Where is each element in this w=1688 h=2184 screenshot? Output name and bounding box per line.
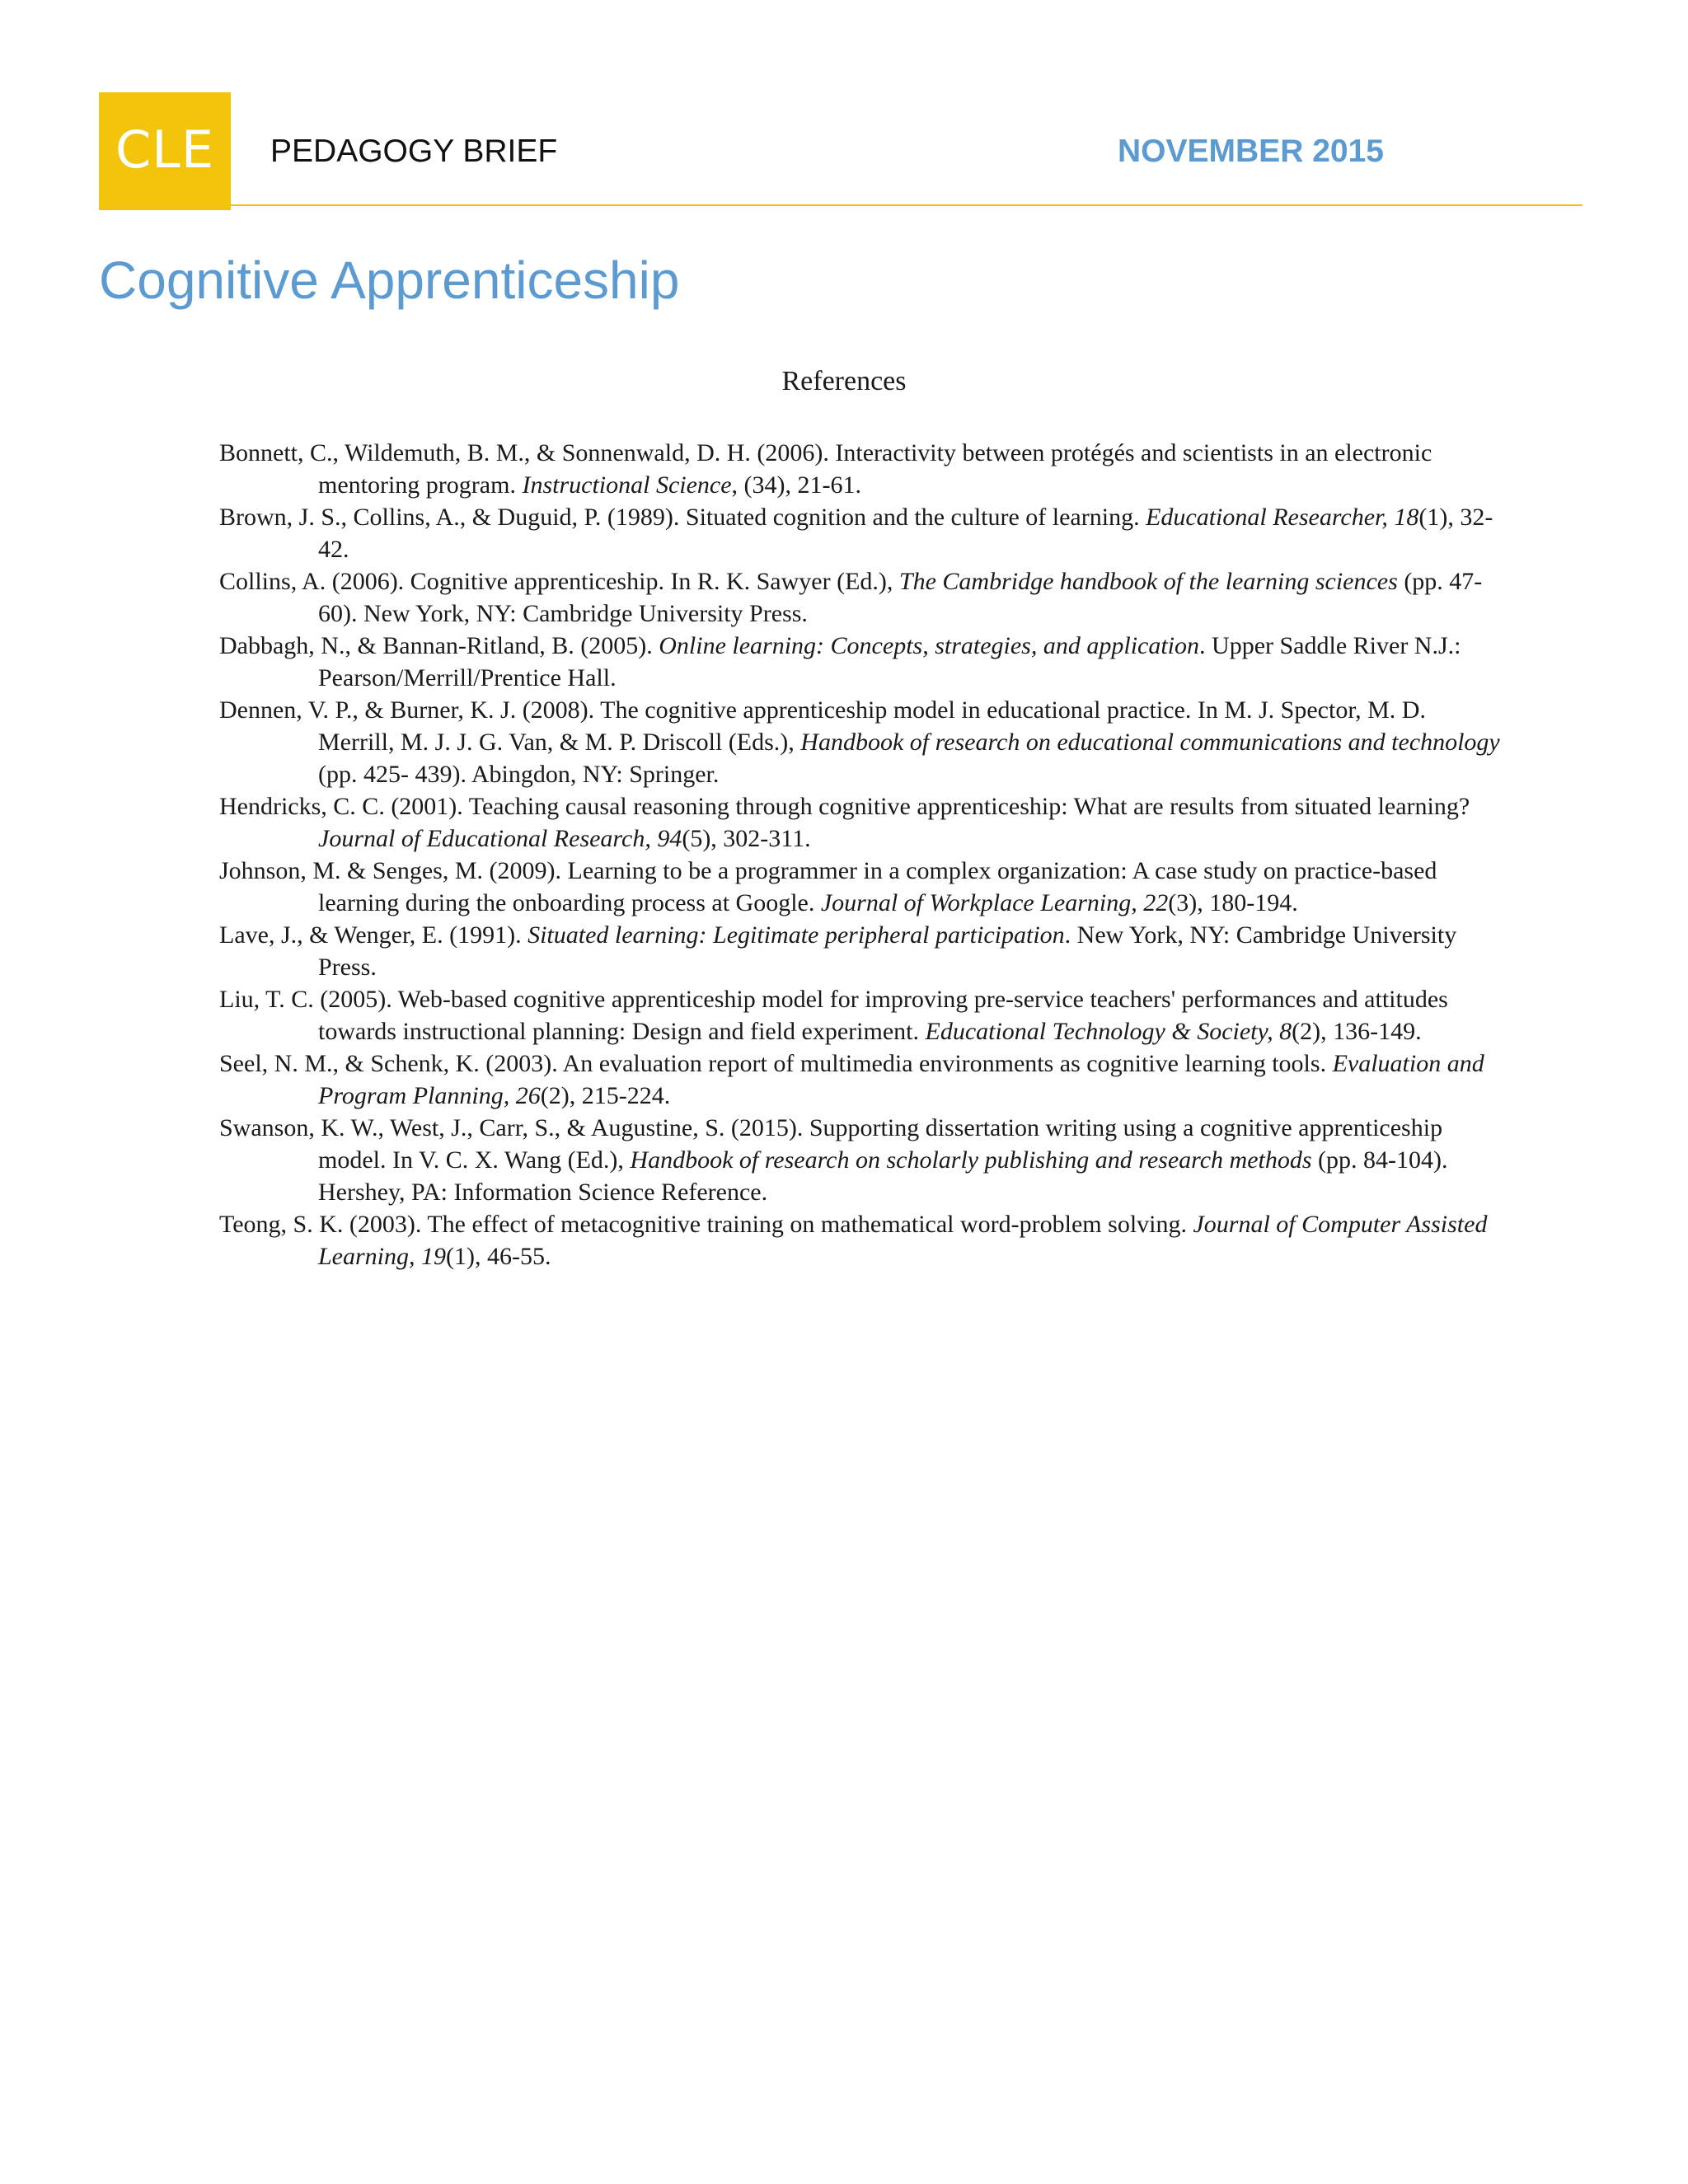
reference-details: (2), 215-224. [540, 1082, 671, 1109]
cle-logo [99, 92, 231, 210]
reference-item [219, 919, 1505, 983]
issue-date: NOVEMBER 2015 [1118, 134, 1384, 169]
reference-item [219, 1208, 1505, 1272]
page-title: Cognitive Apprenticeship [99, 251, 680, 310]
reference-text: Hendricks, C. C. (2001). Teaching causal reasoning through cognitive apprenticeship: What are results from situated learning? [219, 793, 1470, 820]
reference-item [219, 565, 1505, 630]
reference-source: Handbook of research on scholarly publishing and research methods [630, 1146, 1312, 1174]
reference-details: (1), 32- 42. [318, 504, 1493, 563]
reference-item [219, 983, 1505, 1047]
reference-text: Bonnett, C., Wildemuth, B. M., & Sonnenwald, D. H. (2006). Interactivity between protégés and scientists in an electronic mentoring program. [219, 439, 1432, 499]
reference-details: (5), 302-311. [682, 825, 811, 852]
brief-label: PEDAGOGY BRIEF [270, 134, 558, 169]
reference-details: (pp. 84-104). Hershey, PA: Information Science Reference. [318, 1146, 1448, 1206]
reference-text: Teong, S. K. (2003). The effect of metacognitive training on mathematical word-problem solving. [219, 1211, 1193, 1238]
reference-item [219, 790, 1505, 855]
reference-text: Johnson, M. & Senges, M. (2009). Learning to be a programmer in a complex organization: A case study on practice-based learning during the onboarding process at Google. [219, 857, 1437, 916]
reference-text: Swanson, K. W., West, J., Carr, S., & Augustine, S. (2015). Supporting dissertation writing using a cognitive apprenticeship model. In V. C. X. Wang (Ed.), [219, 1114, 1443, 1174]
reference-source: Online learning: Concepts, strategies, and application [659, 632, 1200, 659]
reference-source: Handbook of research on educational communications and technology [800, 729, 1500, 756]
cle-logo-text: CLE [115, 119, 214, 180]
reference-item [219, 437, 1505, 501]
reference-source: Educational Researcher, 18 [1146, 504, 1419, 531]
reference-details: . New York, NY: Cambridge University Press. [318, 921, 1457, 981]
reference-text: Dennen, V. P., & Burner, K. J. (2008). The cognitive apprenticeship model in educational practice. In M. J. Spector, M. D. Merrill, M. J. J. G. Van, & M. P. Driscoll (Eds.), [219, 696, 1426, 756]
reference-item [219, 501, 1505, 565]
reference-details: (3), 180-194. [1168, 889, 1298, 916]
reference-source: Journal of Educational Research, 94 [318, 825, 682, 852]
references-heading: References [781, 366, 907, 396]
reference-text: Dabbagh, N., & Bannan-Ritland, B. (2005). [219, 632, 659, 659]
reference-item [219, 855, 1505, 919]
references-list [219, 437, 1505, 1272]
reference-source: Situated learning: Legitimate peripheral participation [528, 921, 1065, 949]
reference-source: Instructional Science [522, 471, 732, 499]
reference-source: Evaluation and Program Planning, 26 [318, 1050, 1484, 1109]
header-divider [231, 204, 1582, 206]
reference-details: (2), 136-149. [1292, 1018, 1422, 1045]
reference-details: (pp. 47- 60). New York, NY: Cambridge University Press. [318, 568, 1483, 627]
reference-source: The Cambridge handbook of the learning sciences [898, 568, 1398, 595]
reference-source: Journal of Computer Assisted Learning, 19 [318, 1211, 1488, 1270]
reference-item [219, 1047, 1505, 1112]
reference-item [219, 1112, 1505, 1208]
reference-details: , (34), 21-61. [731, 471, 862, 499]
reference-details: (pp. 425- 439). Abingdon, NY: Springer. [318, 761, 720, 788]
reference-text: Liu, T. C. (2005). Web-based cognitive apprenticeship model for improving pre-service teachers' performances and attitudes towards instructional planning: Design and field experiment. [219, 986, 1448, 1045]
reference-source: Journal of Workplace Learning, 22 [820, 889, 1169, 916]
reference-item [219, 630, 1505, 694]
reference-details: (1), 46-55. [446, 1243, 551, 1270]
reference-text: Collins, A. (2006). Cognitive apprenticeship. In R. K. Sawyer (Ed.), [219, 568, 899, 595]
reference-text: Brown, J. S., Collins, A., & Duguid, P. (1989). Situated cognition and the culture of learning. [219, 504, 1146, 531]
reference-item [219, 694, 1505, 790]
reference-details: . Upper Saddle River N.J.: Pearson/Merrill/Prentice Hall. [318, 632, 1461, 691]
reference-source: Educational Technology & Society, 8 [925, 1018, 1292, 1045]
reference-text: Lave, J., & Wenger, E. (1991). [219, 921, 528, 949]
reference-text: Seel, N. M., & Schenk, K. (2003). An evaluation report of multimedia environments as cognitive learning tools. [219, 1050, 1333, 1077]
